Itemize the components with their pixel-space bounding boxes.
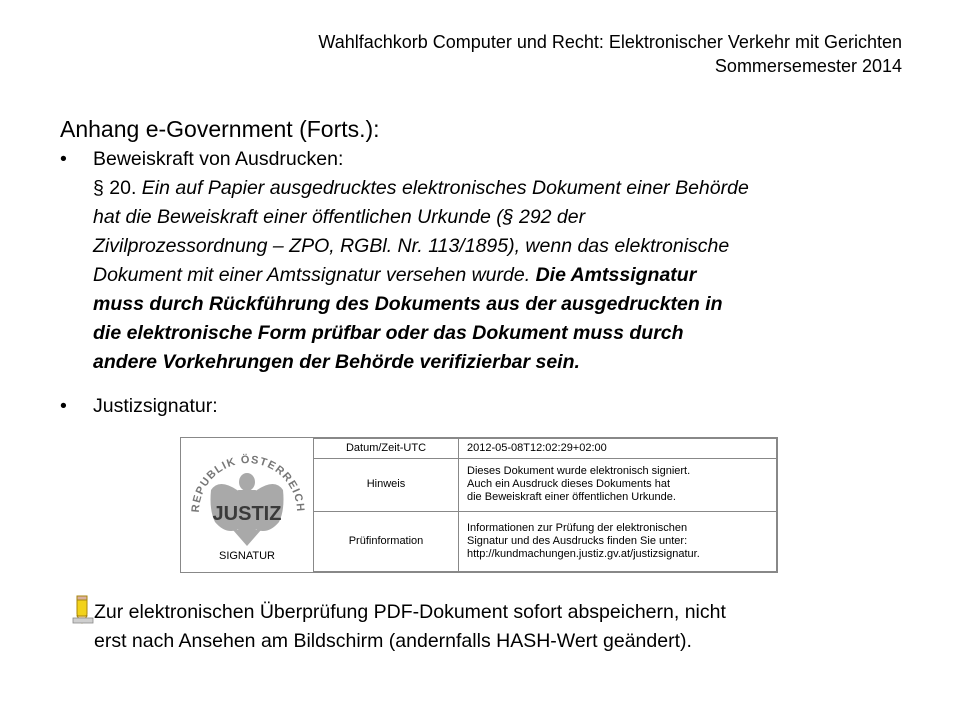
paragraph-line-4 [93,261,749,290]
bold-text: Die Amtssignatur [535,264,697,286]
table-row [314,511,777,571]
row-value [459,511,777,571]
note-line-2: erst nach Ansehen am Bildschirm (andernfalls HASH-Wert geändert). [94,630,692,652]
signature-table [313,438,777,572]
bullet-body [93,145,749,377]
semester: Sommersemester 2014 [714,56,902,76]
row-label: Datum/Zeit-UTC [314,439,459,459]
row-value [459,439,777,459]
justice-signature-block [180,437,778,573]
paragraph-line-5: muss durch Rückführung des Dokuments aus der ausgedruckten in [93,293,723,315]
seal-center-text: JUSTIZ [212,503,282,525]
paragraph-line-7: andere Vorkehrungen der Behörde verifizierbar sein. [93,351,580,373]
paragraph-line-2: hat die Beweiskraft einer öffentlichen Urkunde (§ 292 der [93,206,586,228]
pencil-note-icon [70,595,96,625]
bullet-marker: • [60,148,67,170]
seal-bottom-text: SIGNATUR [218,550,276,562]
value-line: Signatur und des Ausdrucks finden Sie unter: [467,534,688,547]
value-line: Dieses Dokument wurde elektronisch signiert. [467,465,691,478]
section-number: § 20. [93,177,137,199]
value-line: http://kundmachungen.justiz.gv.at/justizsignatur. [467,547,700,560]
value-line: Informationen zur Prüfung der elektronischen [467,521,688,534]
paragraph-line-6: die elektronische Form prüfbar oder das Dokument muss durch [93,322,684,344]
justiz-seal [181,438,313,572]
row-label: Prüfinformation [314,511,459,571]
table-row [314,458,777,511]
value-line: die Beweiskraft einer öffentlichen Urkunde. [467,491,676,504]
bullet-heading: Beweiskraft von Ausdrucken: [93,148,344,170]
slide-title: Anhang e-Government (Forts.): [60,116,380,142]
italic-text: Ein auf Papier ausgedrucktes elektronisches Dokument einer Behörde [136,177,749,199]
value-line: Auch ein Ausdruck dieses Dokuments hat [467,478,671,491]
paragraph-line-1 [93,174,749,203]
seal-arc-text: REPUBLIK ÖSTERREICH [189,453,307,513]
slide-header [318,30,902,78]
value-line: 2012-05-08T12:02:29+02:00 [467,441,607,454]
note-text [94,598,726,656]
italic-text: Dokument mit einer Amtssignatur versehen wurde. [93,264,536,286]
course-title: Wahlfachkorb Computer und Recht: Elektronischer Verkehr mit Gerichten [318,32,902,52]
bullet-marker: • [60,395,67,417]
row-label: Hinweis [314,458,459,511]
bullet-heading: Justizsignatur: [93,395,218,417]
note-line-1: Zur elektronischen Überprüfung PDF-Dokument sofort abspeichern, nicht [94,601,726,623]
table-row [314,439,777,459]
row-value [459,458,777,511]
paragraph-line-3: Zivilprozessordnung – ZPO, RGBl. Nr. 113/1895), wenn das elektronische [93,235,730,257]
